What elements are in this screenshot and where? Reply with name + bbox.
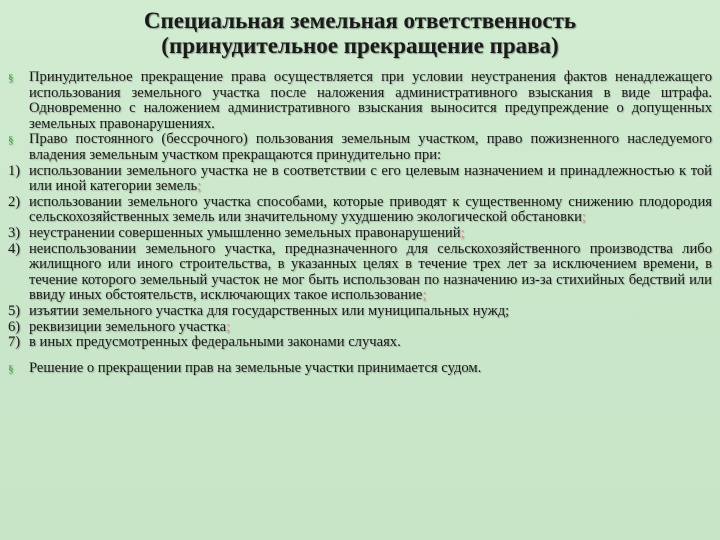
- paragraph-text: Решение о прекращении прав на земельные участки принимается судом.: [29, 359, 482, 376]
- bullet-icon: §: [8, 362, 14, 375]
- item-separator: ;: [422, 287, 427, 304]
- item-number: 4): [8, 240, 21, 257]
- slide-title: [0, 8, 720, 58]
- item-number: 3): [8, 224, 21, 241]
- item-text: использовании земельного участка не в соответствии с его целевым назначением и принадлежностью к той или иной категории земель: [29, 162, 712, 195]
- title-line-1: Специальная земельная ответственность: [143, 8, 577, 33]
- item-number: 7): [8, 334, 21, 351]
- list-item: [8, 304, 712, 320]
- paragraph-text: Принудительное прекращение права осуществляется при условии неустранения фактов ненадлежащего использования земельного участка после наложения административного взыскания в виде штрафа. Одновременно с наложением административного взыскания выносится предупреждение о допущенных земельных правонарушениях.: [29, 69, 712, 132]
- bullet-paragraph-3: [8, 361, 712, 377]
- list-item: [8, 164, 712, 195]
- item-text: неустранении совершенных умышленно земельных правонарушений: [29, 224, 461, 241]
- paragraph-text: Право постоянного (бессрочного) пользования земельным участком, право пожизненного наследуемого владения земельным участком прекращаются принудительно при:: [29, 131, 712, 163]
- item-number: 6): [8, 318, 21, 335]
- list-item: [8, 335, 712, 351]
- item-text: реквизиции земельного участка: [29, 318, 227, 335]
- item-number: 2): [8, 193, 21, 210]
- bullet-paragraph-1: [8, 70, 712, 132]
- list-item: [8, 320, 712, 336]
- bullet-paragraph-2: [8, 132, 712, 163]
- item-separator: ;: [581, 209, 586, 226]
- item-text: использовании земельного участка способами, которые приводят к существенному снижению плодородия сельскохозяйственных земель или значительному ухудшению экологической обстановки: [29, 193, 712, 226]
- list-item: [8, 242, 712, 304]
- item-text: в иных предусмотренных федеральными законами случаях.: [29, 334, 401, 351]
- slide-body: [8, 70, 712, 376]
- item-text: неиспользовании земельного участка, предназначенного для сельскохозяйственного производства либо жилищного или иного строительства, в указанных целях в течение трех лет за исключением времени, в течение которого земельный участок не мог быть использован по назначению из-за стихийных бедствий или ввиду иных обстоятельств, исключающих такое использование: [29, 240, 712, 304]
- item-number: 1): [8, 162, 21, 179]
- list-item: [8, 195, 712, 226]
- item-text: изъятии земельного участка для государственных или муниципальных нужд;: [29, 302, 510, 319]
- title-line-2: (принудительное прекращение права): [161, 33, 559, 58]
- item-number: 5): [8, 302, 21, 319]
- item-separator: ;: [460, 224, 465, 241]
- list-item: [8, 226, 712, 242]
- bullet-icon: §: [8, 72, 14, 84]
- item-separator: ;: [226, 318, 231, 335]
- item-separator: ;: [197, 178, 202, 195]
- bullet-icon: §: [8, 134, 14, 147]
